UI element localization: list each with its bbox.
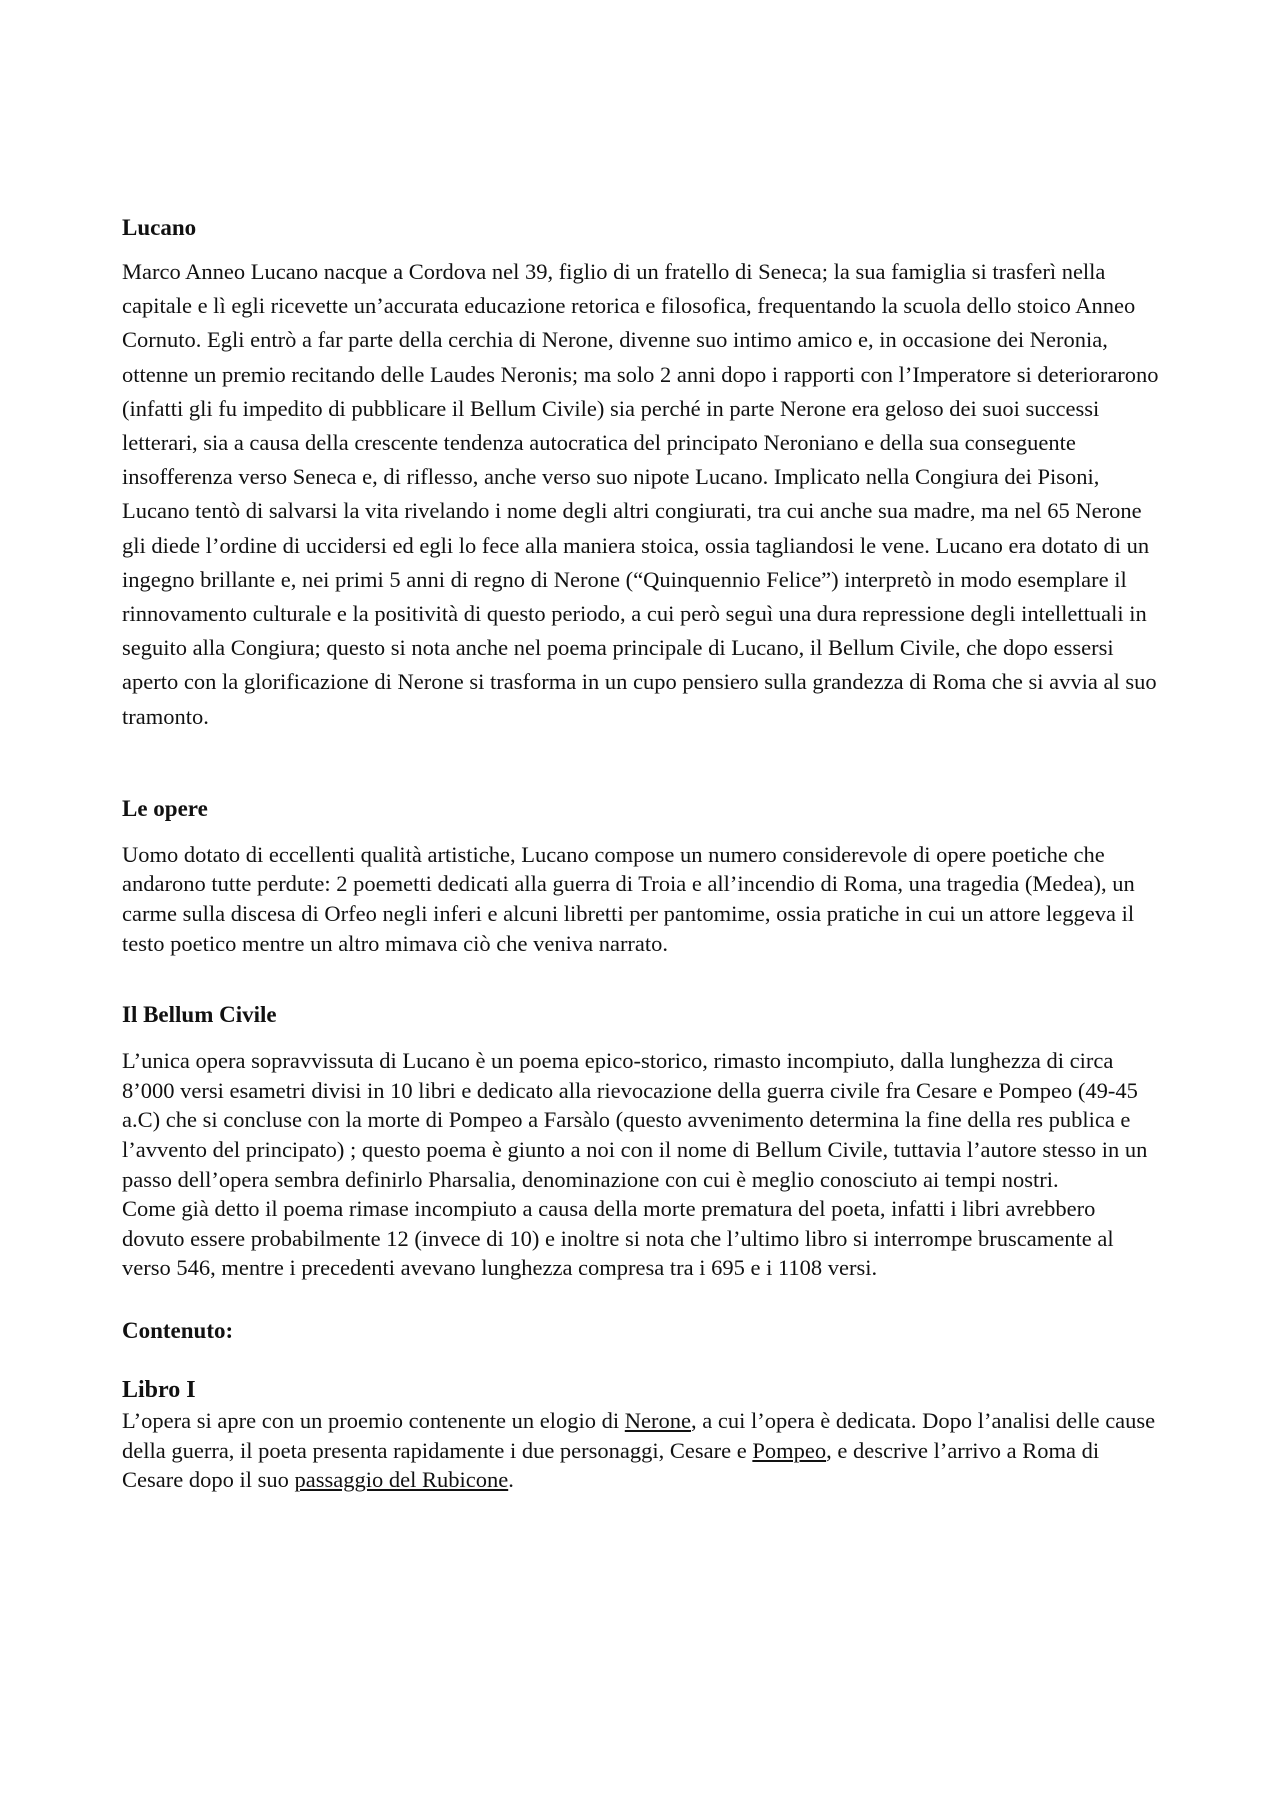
link-passaggio-del-rubicone[interactable]: passaggio del Rubicone <box>294 1467 509 1493</box>
libro-1-text-part-3: , e descrive l’arrivo a Roma di Cesare dopo il suo <box>122 1437 1100 1493</box>
libro-1-text-part-4: . <box>508 1467 514 1493</box>
section-text-opere: Uomo dotato di eccellenti qualità artistiche, Lucano compose un numero considerevole di opere poetiche che andarono tutte perdute: 2 poemetti dedicati alla guerra di Troia e all’incendio di Roma, una tragedia (Medea), un carme sulla discesa di Orfeo negli inferi e alcuni libretti per pantomime, ossia pratiche in cui un attore leggeva il testo poetico mentre un altro mimava ciò che veniva narrato. <box>122 841 1135 956</box>
section-text-lucano: Marco Anneo Lucano nacque a Cordova nel 39, figlio di un fratello di Seneca; la sua famiglia si trasferì nella capitale e lì egli ricevette un’accurata educazione retorica e filosofica, frequentando la scuola dello stoico Anneo Cornuto. Egli entrò a far parte della cerchia di Nerone, divenne suo intimo amico e, in occasione dei Neronia, ottenne un premio recitando delle Laudes Neronis; ma solo 2 anni dopo i rapporti con l’Imperatore si deteriorarono (infatti gli fu impedito di pubblicare il Bellum Civile) sia perché in parte Nerone era geloso dei suoi successi letterari, sia a causa della crescente tendenza autocratica del principato Neroniano e della sua conseguente insofferenza verso Seneca e, di riflesso, anche verso suo nipote Lucano. Implicato nella Congiura dei Pisoni, Lucano tentò di salvarsi la vita rivelando i nome degli altri congiurati, tra cui anche sua madre, ma nel 65 Nerone gli diede l’ordine di uccidersi ed egli lo fece alla maniera stoica, ossia tagliandosi le vene. Lucano era dotato di un ingegno brillante e, nei primi 5 anni di regno di Nerone (“Quinquennio Felice”) interpretò in modo esemplare il rinnovamento culturale e la positività di questo periodo, a cui però seguì una dura repressione degli intellettuali in seguito alla Congiura; questo si nota anche nel poema principale di Lucano, il Bellum Civile, che dopo essersi aperto con la glorificazione di Nerone si trasforma in un cupo pensiero sulla grandezza di Roma che si avvia al suo tramonto. <box>122 259 1159 729</box>
section-text-bellum-civile-1: L’unica opera sopravvissuta di Lucano è un poema epico-storico, rimasto incompiuto, dalla lunghezza di circa 8’000 versi esametri divisi in 10 libri e dedicato alla rievocazione della guerra civile fra Cesare e Pompeo (49-45 a.C) che si concluse con la morte di Pompeo a Farsàlo (questo avvenimento determina la fine della res publica e l’avvento del principato) ; questo poema è giunto a noi con il nome di Bellum Civile, tuttavia l’autore stesso in un passo dell’opera sembra definirlo Pharsalia, denominazione con cui è meglio conosciuto ai tempi nostri. <box>122 1048 1148 1192</box>
document-page <box>122 213 1162 1495</box>
section-title-contenuto: Contenuto: <box>122 1317 234 1343</box>
link-nerone[interactable]: Nerone <box>624 1407 691 1433</box>
section-text-libro-1 <box>122 1406 1162 1495</box>
section-title-bellum-civile: Il Bellum Civile <box>122 1002 277 1028</box>
section-title-lucano: Lucano <box>122 215 197 240</box>
section-title-opere: Le opere <box>122 795 208 821</box>
section-title-libro-1: Libro I <box>122 1376 196 1403</box>
link-pompeo[interactable]: Pompeo <box>752 1437 827 1463</box>
libro-1-text-part-2: , a cui l’opera è dedicata. Dopo l’analisi delle cause della guerra, il poeta presenta rapidamente i due personaggi, Cesare e <box>122 1407 1156 1463</box>
libro-1-text-part-1: L’opera si apre con un proemio contenente un elogio di <box>122 1407 625 1433</box>
section-text-bellum-civile-2: Come già detto il poema rimase incompiuto a causa della morte prematura del poeta, infatti i libri avrebbero dovuto essere probabilmente 12 (invece di 10) e inoltre si nota che l’ultimo libro si interrompe bruscamente al verso 546, mentre i precedenti avevano lunghezza compresa tra i 695 e i 1108 versi. <box>122 1196 1114 1281</box>
